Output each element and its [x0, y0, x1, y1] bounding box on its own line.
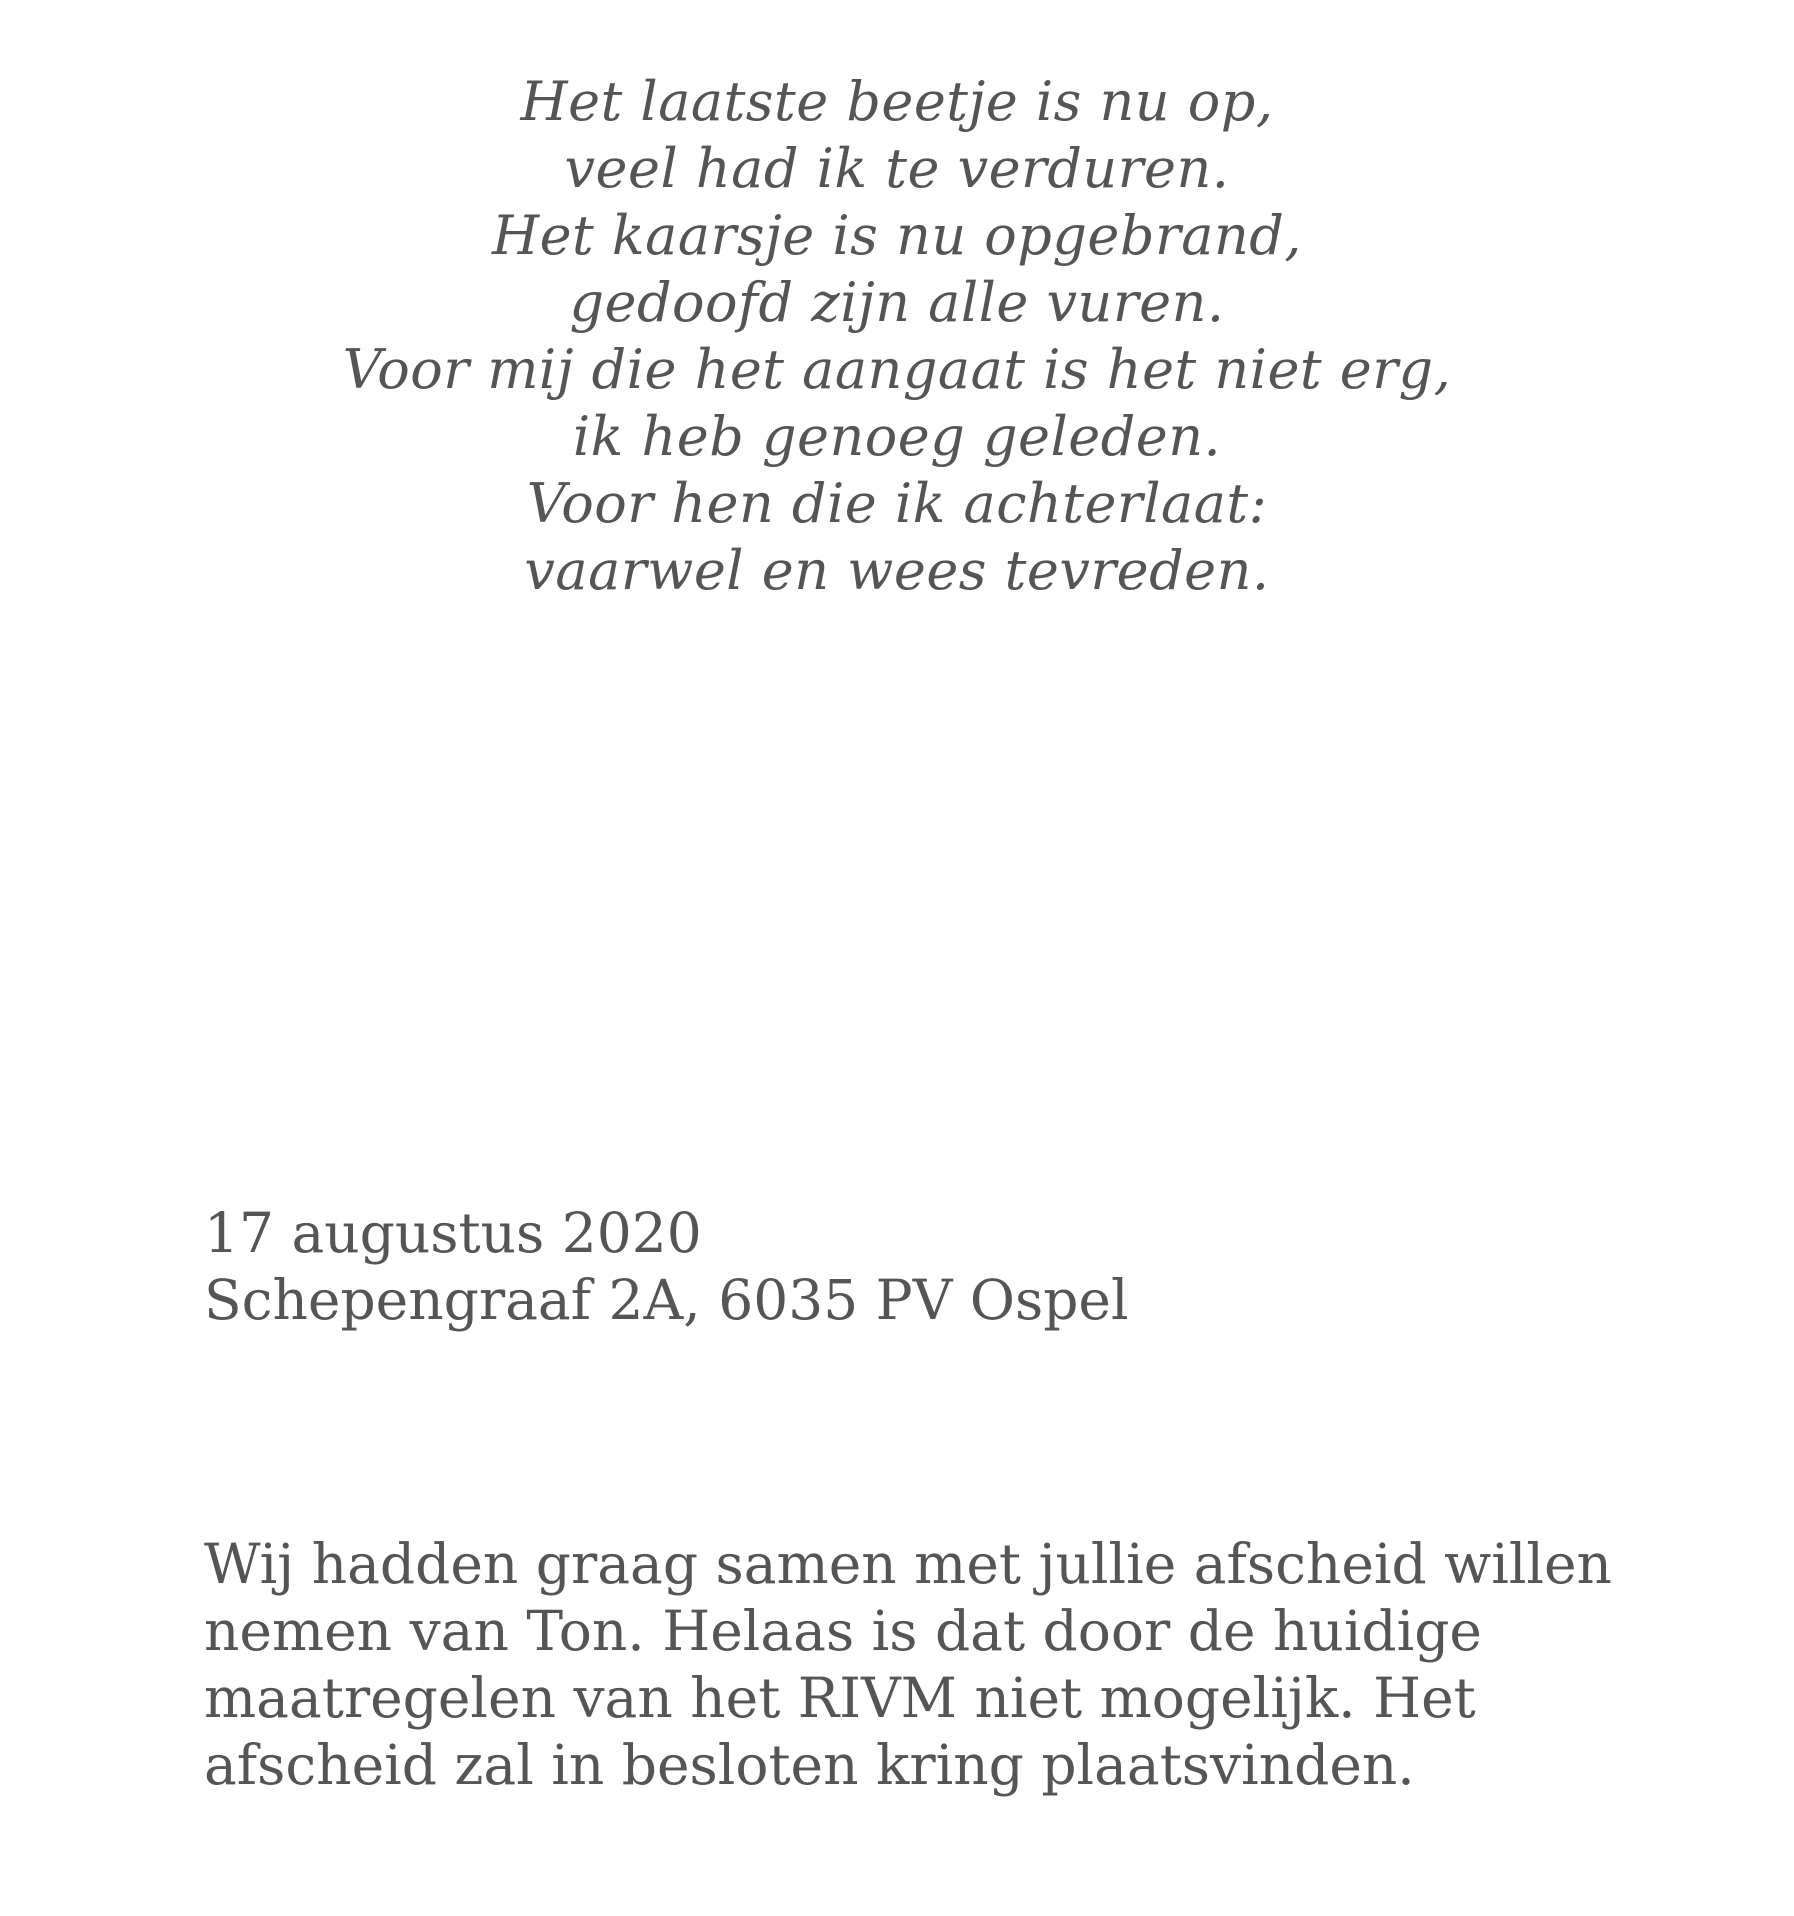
poem-line: ik heb genoeg geleden.	[572, 405, 1222, 468]
memorial-date: 17 augustus 2020	[204, 1201, 702, 1265]
farewell-notice	[204, 1531, 1724, 1799]
notice-line: afscheid zal in besloten kring plaatsvinden.	[204, 1733, 1415, 1797]
poem-line: Het laatste beetje is nu op,	[520, 70, 1274, 133]
poem-line: Voor mij die het aangaat is het niet erg,	[342, 338, 1452, 401]
notice-line: maatregelen van het RIVM niet mogelijk. Het	[204, 1666, 1476, 1730]
poem-line: Voor hen die ik achterlaat:	[526, 472, 1268, 535]
poem-line: gedoofd zijn alle vuren.	[569, 271, 1225, 334]
memorial-details	[204, 1200, 1129, 1334]
poem-line: veel had ik te verduren.	[564, 137, 1230, 200]
poem-line: Het kaarsje is nu opgebrand,	[492, 204, 1302, 267]
poem-line: vaarwel en wees tevreden.	[524, 539, 1270, 602]
memorial-poem	[0, 68, 1794, 604]
notice-line: nemen van Ton. Helaas is dat door de huidige	[204, 1599, 1482, 1663]
notice-line: Wij hadden graag samen met jullie afscheid willen	[204, 1532, 1612, 1596]
memorial-address: Schepengraaf 2A, 6035 PV Ospel	[204, 1268, 1129, 1332]
